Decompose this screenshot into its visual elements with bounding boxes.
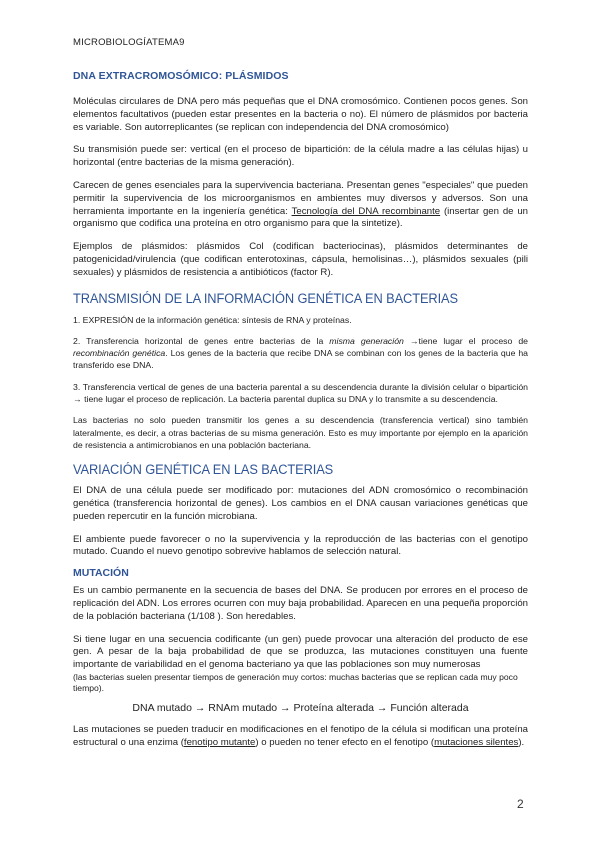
- link-fenotipo-mutante: fenotipo mutante: [183, 736, 256, 748]
- heading-plasmidos: DNA EXTRACROMOSÓMICO: PLÁSMIDOS: [73, 70, 289, 82]
- text-run: ) o pueden no tener efecto en el fenotipo (: [255, 736, 435, 748]
- paragraph-plasmidos-transmision: Su transmisión puede ser: vertical (en el proceso de bipartición: de la célula madre a las células hijas) u horizontal (entre bacterias de la misma generación).: [73, 144, 528, 169]
- list-item-expresion: 1. EXPRESIÓN de la información genética: síntesis de RNA y proteínas.: [73, 314, 352, 325]
- list-item-transferencia-horizontal: [73, 335, 528, 372]
- list-item-transferencia-vertical: 3. Transferencia vertical de genes de una bacteria parental a su descendencia durante la división celular o bipartición → tiene lugar el proceso de replicación. La bacteria parental duplica su DNA y lo transmite a su descendencia.: [73, 381, 528, 405]
- text-run: Las mutaciones se pueden traducir en modificaciones en el fenotipo de la célula si modifican una proteína estructural o una enzima (: [73, 724, 528, 748]
- heading-variacion-genetica: VARIACIÓN GENÉTICA EN LAS BACTERIAS: [73, 462, 334, 478]
- page-number: 2: [517, 797, 524, 811]
- paragraph-plasmidos-genes: [73, 180, 528, 231]
- text-run: Carecen de genes esenciales para la supervivencia bacteriana. Presentan genes "especiales" que pueden permitir la supervivencia de los microorganismos en ambientes muy diversos y adversos. Son una herramienta importante en la ingeniería genética:: [73, 179, 528, 217]
- emphasis-misma-generacion: misma generación: [329, 335, 404, 346]
- paragraph-mutacion-nota: (las bacterias suelen presentar tiempos de generación muy cortos: muchas bacterias que se replican cada muy poco tiempo).: [73, 672, 518, 693]
- paragraph-mutacion-definicion: Es un cambio permanente en la secuencia de bases del DNA. Se producen por errores en el proceso de replicación del ADN. Los errores ocurren con muy baja probabilidad. Aparecen en una pequeña proporción de la población bacteriana (1/108 ). Son heredables.: [73, 585, 528, 622]
- paragraph-plasmidos-definicion: Moléculas circulares de DNA pero más pequeñas que el DNA cromosómico. Contienen pocos genes. Son elementos facultativos (pueden estar presentes en la bacteria o no). El número de plásmidos por bacteria es variable. Son autorreplicantes (se replican con independencia del DNA cromosómico): [73, 96, 528, 133]
- paragraph-mutacion-secuencia: Si tiene lugar en una secuencia codificante (un gen) puede provocar una alteración del producto de ese gen. A pesar de la baja probabilidad de que se produzca, las mutaciones constituyen una fuente importante de variabilidad en el genoma bacteriano ya que las poblaciones son muy numerosas: [73, 633, 528, 671]
- text-run: (insertar gen de un organismo que codifica una proteína en otro organismo para que la sintetize).: [73, 205, 528, 230]
- paragraph-variacion-seleccion: El ambiente puede favorecer o no la supervivencia y la reproducción de las bacterias con el genotipo mutado. Cuando el nuevo genotipo sobrevive hablamos de selección natural.: [73, 533, 528, 558]
- link-mutaciones-silentes: mutaciones silentes: [434, 736, 519, 748]
- emphasis-recombinacion: recombinación genética: [73, 348, 166, 359]
- paragraph-variacion-modificacion: El DNA de una célula puede ser modificado por: mutaciones del ADN cromosómico o recombinación genética (transferencia horizontal de genes). Los cambios en el DNA causan variaciones genéticas que pueden repercutir en la función microbiana.: [73, 485, 528, 522]
- paragraph-plasmidos-ejemplos: Ejemplos de plásmidos: plásmidos Col (codifican bacteriocinas), plásmidos determinantes de patogenicidad/virulencia (que codifican enterotoxinas, cápsula, hemolisinas…), plásmidos sexuales (pili sexuales) y plásmidos de resistencia a antibióticos (factor R).: [73, 241, 528, 278]
- page-content: [73, 70, 528, 760]
- text-run: 2. Transferencia horizontal de genes entre bacterias de la: [73, 335, 330, 346]
- text-run: . Los genes de la bacteria que recibe DNA se combinan con los genes de la bacteria que ha transferido ese DNA.: [73, 348, 528, 371]
- mutation-flow: DNA mutado → RNAm mutado → Proteína alterada → Función alterada: [132, 702, 469, 714]
- link-tecnologia-dna-recombinante: Tecnología del DNA recombinante: [291, 205, 441, 217]
- heading-mutacion: MUTACIÓN: [73, 567, 129, 580]
- paragraph-transmision-lateral: Las bacterias no solo pueden transmitir los genes a su descendencia (transferencia vertical) sino también lateralmente, es decir, a otras bacterias de su misma generación. Esto es muy importante por ejemplo en la aparición de resistencia a antimicrobianos en una población bacteriana.: [73, 415, 528, 450]
- running-header: MICROBIOLOGÍATEMA9: [73, 37, 185, 48]
- text-run: →tiene lugar el proceso de: [403, 335, 528, 346]
- heading-transmision: TRANSMISIÓN DE LA INFORMACIÓN GENÉTICA EN BACTERIAS: [73, 290, 458, 306]
- text-run: ).: [518, 736, 525, 748]
- paragraph-mutacion-fenotipo: [73, 724, 528, 750]
